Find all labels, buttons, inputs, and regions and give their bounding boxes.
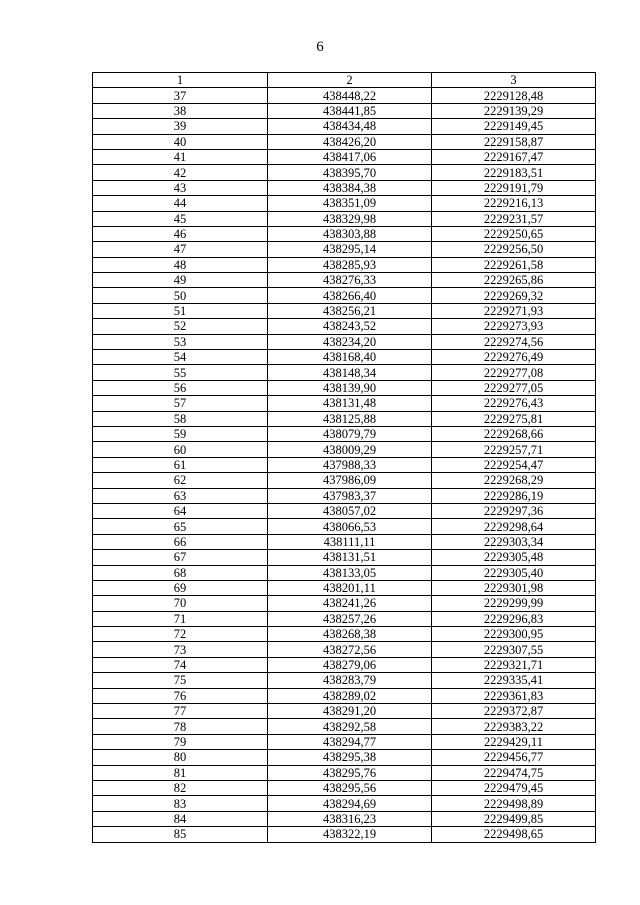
cell-x-coordinate: 438294,77 <box>268 734 432 749</box>
cell-point-number: 82 <box>93 780 268 795</box>
table-row <box>93 380 596 395</box>
cell-x-coordinate: 438295,76 <box>268 765 432 780</box>
table-row <box>93 165 596 180</box>
cell-point-number: 80 <box>93 750 268 765</box>
column-header-y: 3 <box>432 73 596 88</box>
cell-x-coordinate: 438111,11 <box>268 534 432 549</box>
table-row <box>93 611 596 626</box>
cell-x-coordinate: 438276,33 <box>268 273 432 288</box>
table-row <box>93 211 596 226</box>
cell-point-number: 59 <box>93 426 268 441</box>
table-row <box>93 534 596 549</box>
cell-y-coordinate: 2229231,57 <box>432 211 596 226</box>
cell-point-number: 56 <box>93 380 268 395</box>
cell-point-number: 46 <box>93 226 268 241</box>
cell-point-number: 41 <box>93 149 268 164</box>
cell-x-coordinate: 438289,02 <box>268 688 432 703</box>
cell-x-coordinate: 438168,40 <box>268 350 432 365</box>
cell-x-coordinate: 437988,33 <box>268 457 432 472</box>
table-row <box>93 796 596 811</box>
cell-y-coordinate: 2229128,48 <box>432 88 596 103</box>
cell-point-number: 62 <box>93 473 268 488</box>
cell-point-number: 42 <box>93 165 268 180</box>
table-row <box>93 550 596 565</box>
cell-point-number: 47 <box>93 242 268 257</box>
cell-y-coordinate: 2229183,51 <box>432 165 596 180</box>
cell-y-coordinate: 2229286,19 <box>432 488 596 503</box>
cell-point-number: 45 <box>93 211 268 226</box>
table-row <box>93 750 596 765</box>
cell-x-coordinate: 438009,29 <box>268 442 432 457</box>
table-row <box>93 365 596 380</box>
cell-y-coordinate: 2229456,77 <box>432 750 596 765</box>
cell-x-coordinate: 438234,20 <box>268 334 432 349</box>
cell-x-coordinate: 438292,58 <box>268 719 432 734</box>
table-body <box>93 88 596 842</box>
cell-y-coordinate: 2229265,86 <box>432 273 596 288</box>
cell-point-number: 79 <box>93 734 268 749</box>
cell-y-coordinate: 2229216,13 <box>432 196 596 211</box>
cell-point-number: 64 <box>93 503 268 518</box>
cell-point-number: 50 <box>93 288 268 303</box>
table-row <box>93 519 596 534</box>
cell-x-coordinate: 438243,52 <box>268 319 432 334</box>
cell-x-coordinate: 438434,48 <box>268 119 432 134</box>
cell-point-number: 55 <box>93 365 268 380</box>
table-row <box>93 149 596 164</box>
coordinates-table <box>92 72 596 843</box>
cell-point-number: 72 <box>93 627 268 642</box>
table-row <box>93 196 596 211</box>
cell-x-coordinate: 438131,48 <box>268 396 432 411</box>
table-row <box>93 503 596 518</box>
table-row <box>93 226 596 241</box>
cell-x-coordinate: 437986,09 <box>268 473 432 488</box>
cell-point-number: 73 <box>93 642 268 657</box>
cell-x-coordinate: 438303,88 <box>268 226 432 241</box>
table-row <box>93 273 596 288</box>
table-row <box>93 442 596 457</box>
table-row <box>93 827 596 842</box>
cell-point-number: 74 <box>93 657 268 672</box>
table-row <box>93 596 596 611</box>
cell-y-coordinate: 2229303,34 <box>432 534 596 549</box>
cell-y-coordinate: 2229276,49 <box>432 350 596 365</box>
column-header-x: 2 <box>268 73 432 88</box>
cell-y-coordinate: 2229275,81 <box>432 411 596 426</box>
cell-x-coordinate: 438131,51 <box>268 550 432 565</box>
cell-point-number: 58 <box>93 411 268 426</box>
cell-y-coordinate: 2229429,11 <box>432 734 596 749</box>
cell-point-number: 84 <box>93 811 268 826</box>
cell-point-number: 49 <box>93 273 268 288</box>
table-row <box>93 396 596 411</box>
table-row <box>93 642 596 657</box>
cell-point-number: 52 <box>93 319 268 334</box>
cell-x-coordinate: 438125,88 <box>268 411 432 426</box>
table-row <box>93 288 596 303</box>
cell-point-number: 63 <box>93 488 268 503</box>
cell-point-number: 71 <box>93 611 268 626</box>
table-row <box>93 303 596 318</box>
cell-y-coordinate: 2229307,55 <box>432 642 596 657</box>
cell-point-number: 69 <box>93 580 268 595</box>
cell-x-coordinate: 437983,37 <box>268 488 432 503</box>
cell-y-coordinate: 2229268,29 <box>432 473 596 488</box>
table-row <box>93 780 596 795</box>
cell-x-coordinate: 438448,22 <box>268 88 432 103</box>
table-row <box>93 242 596 257</box>
cell-point-number: 75 <box>93 673 268 688</box>
cell-point-number: 68 <box>93 565 268 580</box>
table-row <box>93 657 596 672</box>
table-row <box>93 257 596 272</box>
cell-x-coordinate: 438295,38 <box>268 750 432 765</box>
table-row <box>93 180 596 195</box>
table-row <box>93 765 596 780</box>
column-header-point-number: 1 <box>93 73 268 88</box>
cell-y-coordinate: 2229301,98 <box>432 580 596 595</box>
cell-point-number: 85 <box>93 827 268 842</box>
cell-y-coordinate: 2229250,65 <box>432 226 596 241</box>
cell-y-coordinate: 2229273,93 <box>432 319 596 334</box>
cell-point-number: 81 <box>93 765 268 780</box>
table-row <box>93 580 596 595</box>
cell-x-coordinate: 438266,40 <box>268 288 432 303</box>
cell-y-coordinate: 2229257,71 <box>432 442 596 457</box>
table-row <box>93 334 596 349</box>
cell-x-coordinate: 438426,20 <box>268 134 432 149</box>
cell-y-coordinate: 2229271,93 <box>432 303 596 318</box>
cell-x-coordinate: 438395,70 <box>268 165 432 180</box>
cell-x-coordinate: 438322,19 <box>268 827 432 842</box>
cell-x-coordinate: 438283,79 <box>268 673 432 688</box>
cell-y-coordinate: 2229191,79 <box>432 180 596 195</box>
table-header <box>93 73 596 88</box>
cell-point-number: 57 <box>93 396 268 411</box>
cell-y-coordinate: 2229296,83 <box>432 611 596 626</box>
cell-x-coordinate: 438241,26 <box>268 596 432 611</box>
cell-y-coordinate: 2229298,64 <box>432 519 596 534</box>
cell-point-number: 65 <box>93 519 268 534</box>
cell-point-number: 54 <box>93 350 268 365</box>
cell-x-coordinate: 438257,26 <box>268 611 432 626</box>
cell-point-number: 78 <box>93 719 268 734</box>
cell-x-coordinate: 438295,56 <box>268 780 432 795</box>
cell-y-coordinate: 2229474,75 <box>432 765 596 780</box>
table-row <box>93 565 596 580</box>
cell-y-coordinate: 2229274,56 <box>432 334 596 349</box>
table-row <box>93 688 596 703</box>
page-number: 6 <box>316 39 324 55</box>
cell-y-coordinate: 2229361,83 <box>432 688 596 703</box>
cell-y-coordinate: 2229269,32 <box>432 288 596 303</box>
table-row <box>93 411 596 426</box>
cell-x-coordinate: 438279,06 <box>268 657 432 672</box>
cell-x-coordinate: 438268,38 <box>268 627 432 642</box>
cell-y-coordinate: 2229300,95 <box>432 627 596 642</box>
cell-point-number: 37 <box>93 88 268 103</box>
table-row <box>93 811 596 826</box>
cell-y-coordinate: 2229479,45 <box>432 780 596 795</box>
cell-y-coordinate: 2229299,99 <box>432 596 596 611</box>
cell-point-number: 53 <box>93 334 268 349</box>
table-row <box>93 457 596 472</box>
cell-y-coordinate: 2229256,50 <box>432 242 596 257</box>
table-row <box>93 704 596 719</box>
cell-x-coordinate: 438057,02 <box>268 503 432 518</box>
cell-point-number: 77 <box>93 704 268 719</box>
cell-x-coordinate: 438148,34 <box>268 365 432 380</box>
cell-y-coordinate: 2229261,58 <box>432 257 596 272</box>
table-row <box>93 673 596 688</box>
cell-x-coordinate: 438079,79 <box>268 426 432 441</box>
cell-y-coordinate: 2229498,89 <box>432 796 596 811</box>
header-row <box>93 73 596 88</box>
cell-point-number: 76 <box>93 688 268 703</box>
cell-x-coordinate: 438384,38 <box>268 180 432 195</box>
cell-y-coordinate: 2229305,48 <box>432 550 596 565</box>
table-row <box>93 103 596 118</box>
cell-x-coordinate: 438329,98 <box>268 211 432 226</box>
cell-x-coordinate: 438294,69 <box>268 796 432 811</box>
cell-y-coordinate: 2229254,47 <box>432 457 596 472</box>
cell-y-coordinate: 2229498,65 <box>432 827 596 842</box>
cell-point-number: 44 <box>93 196 268 211</box>
cell-y-coordinate: 2229276,43 <box>432 396 596 411</box>
cell-point-number: 60 <box>93 442 268 457</box>
cell-point-number: 40 <box>93 134 268 149</box>
cell-x-coordinate: 438272,56 <box>268 642 432 657</box>
table-row <box>93 134 596 149</box>
cell-y-coordinate: 2229268,66 <box>432 426 596 441</box>
cell-x-coordinate: 438139,90 <box>268 380 432 395</box>
cell-x-coordinate: 438291,20 <box>268 704 432 719</box>
table-row <box>93 350 596 365</box>
cell-y-coordinate: 2229305,40 <box>432 565 596 580</box>
cell-y-coordinate: 2229167,47 <box>432 149 596 164</box>
table-row <box>93 734 596 749</box>
cell-x-coordinate: 438066,53 <box>268 519 432 534</box>
cell-y-coordinate: 2229297,36 <box>432 503 596 518</box>
table-row <box>93 426 596 441</box>
table-row <box>93 473 596 488</box>
cell-point-number: 66 <box>93 534 268 549</box>
cell-x-coordinate: 438351,09 <box>268 196 432 211</box>
cell-x-coordinate: 438285,93 <box>268 257 432 272</box>
cell-x-coordinate: 438417,06 <box>268 149 432 164</box>
table-row <box>93 119 596 134</box>
cell-x-coordinate: 438295,14 <box>268 242 432 257</box>
cell-x-coordinate: 438133,05 <box>268 565 432 580</box>
cell-x-coordinate: 438256,21 <box>268 303 432 318</box>
cell-x-coordinate: 438316,23 <box>268 811 432 826</box>
cell-y-coordinate: 2229149,45 <box>432 119 596 134</box>
table-row <box>93 488 596 503</box>
cell-y-coordinate: 2229277,05 <box>432 380 596 395</box>
cell-y-coordinate: 2229383,22 <box>432 719 596 734</box>
cell-point-number: 43 <box>93 180 268 195</box>
cell-point-number: 83 <box>93 796 268 811</box>
cell-point-number: 51 <box>93 303 268 318</box>
table-row <box>93 719 596 734</box>
cell-y-coordinate: 2229139,29 <box>432 103 596 118</box>
cell-point-number: 48 <box>93 257 268 272</box>
table-row <box>93 88 596 103</box>
cell-x-coordinate: 438201,11 <box>268 580 432 595</box>
cell-y-coordinate: 2229499,85 <box>432 811 596 826</box>
cell-point-number: 39 <box>93 119 268 134</box>
cell-point-number: 70 <box>93 596 268 611</box>
cell-y-coordinate: 2229372,87 <box>432 704 596 719</box>
cell-x-coordinate: 438441,85 <box>268 103 432 118</box>
cell-point-number: 67 <box>93 550 268 565</box>
cell-y-coordinate: 2229335,41 <box>432 673 596 688</box>
cell-y-coordinate: 2229321,71 <box>432 657 596 672</box>
table-row <box>93 319 596 334</box>
cell-point-number: 38 <box>93 103 268 118</box>
cell-y-coordinate: 2229158,87 <box>432 134 596 149</box>
cell-y-coordinate: 2229277,08 <box>432 365 596 380</box>
cell-point-number: 61 <box>93 457 268 472</box>
table-row <box>93 627 596 642</box>
